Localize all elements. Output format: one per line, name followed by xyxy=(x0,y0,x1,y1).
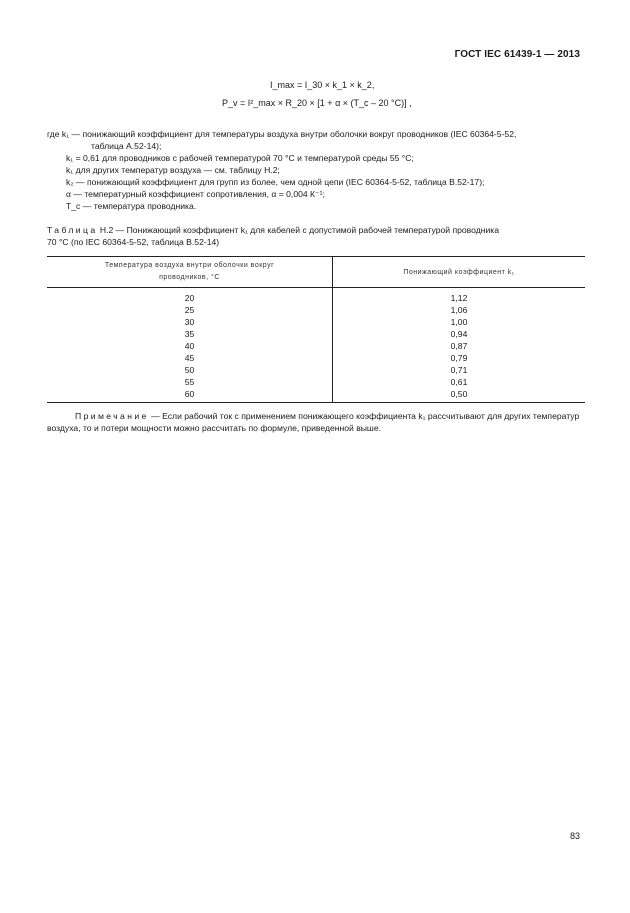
legend-line-1b: таблица A.52-14); xyxy=(91,141,162,151)
table-caption-prefix: Таблица xyxy=(47,225,98,235)
table-row xyxy=(47,376,585,388)
coefficient-table xyxy=(47,256,585,403)
cell-temperature: 60 xyxy=(47,388,333,403)
formula-pv: P_v = I²_max × R_20 × [1 + α × (T_c – 20 °C)] , xyxy=(222,98,412,108)
cell-temperature: 30 xyxy=(47,316,333,328)
page-number: 83 xyxy=(569,831,580,841)
table-caption-text: Н.2 — Понижающий коэффициент k₁ для кабелей с допустимой рабочей температурой проводника xyxy=(97,225,500,235)
legend-line-1: где k₁ — понижающий коэффициент для температуры воздуха внутри оболочки вокруг проводников (IEC 60364-5-52, xyxy=(47,129,517,139)
cell-coefficient: 0,94 xyxy=(450,329,468,339)
cell-coefficient: 0,71 xyxy=(450,365,468,375)
table-caption-line2: 70 °С (по IEC 60364-5-52, таблица В.52-14) xyxy=(47,237,220,247)
col-coefficient-header: Понижающий коэффициент k₁ xyxy=(333,257,586,288)
col-temperature-header xyxy=(47,257,333,288)
cell-coefficient: 0,79 xyxy=(450,353,468,363)
legend-line-5: α — температурный коэффициент сопротивления, α = 0,004 К⁻¹; xyxy=(66,189,325,199)
table-body xyxy=(47,288,585,403)
cell-coefficient: 1,00 xyxy=(450,317,468,327)
cell-temperature: 25 xyxy=(47,304,333,316)
cell-temperature: 50 xyxy=(47,364,333,376)
legend-line-2: k₁ = 0,61 для проводников с рабочей температурой 70 °С и температурой среды 55 °С; xyxy=(66,153,414,163)
cell-temperature: 35 xyxy=(47,328,333,340)
cell-temperature: 20 xyxy=(47,288,333,305)
cell-temperature: 40 xyxy=(47,340,333,352)
col-temperature-header-line2: проводников, °С xyxy=(159,274,220,281)
note-prefix: Примечание xyxy=(75,411,149,421)
table-caption xyxy=(47,224,587,248)
cell-temperature: 55 xyxy=(47,376,333,388)
cell-coefficient: 0,61 xyxy=(450,377,468,387)
cell-coefficient: 0,87 xyxy=(450,341,468,351)
table-row xyxy=(47,364,585,376)
document-id: ГОСТ IEC 61439-1 — 2013 xyxy=(454,49,580,60)
table-row xyxy=(47,388,585,403)
table-row xyxy=(47,288,585,305)
table-row xyxy=(47,352,585,364)
table-row xyxy=(47,304,585,316)
note-text: — Если рабочий ток с применением понижающего коэффициента k₁ рассчитывают для других температур воздуха, то и потери мощности можно рассчитать по формуле, приведенной выше. xyxy=(47,411,580,433)
cell-temperature: 45 xyxy=(47,352,333,364)
table-row xyxy=(47,316,585,328)
table-header-row xyxy=(47,257,585,288)
cell-coefficient: 0,50 xyxy=(333,388,586,403)
col-temperature-header-line1: Температура воздуха внутри оболочки вокруг xyxy=(104,262,275,269)
legend-line-3: k₁ для других температур воздуха — см. таблицу Н.2; xyxy=(66,165,280,175)
cell-coefficient: 1,06 xyxy=(450,305,468,315)
table-note xyxy=(47,410,585,434)
legend-line-6: T_c — температура проводника. xyxy=(66,201,197,211)
table-row xyxy=(47,340,585,352)
legend-line-4: k₂ — понижающий коэффициент для групп из более, чем одной цепи (IEC 60364-5-52, таблица В.52-17); xyxy=(66,177,485,187)
formula-imax: I_max = I_30 × k_1 × k_2, xyxy=(270,80,375,90)
table-row xyxy=(47,328,585,340)
cell-coefficient: 1,12 xyxy=(450,293,468,303)
